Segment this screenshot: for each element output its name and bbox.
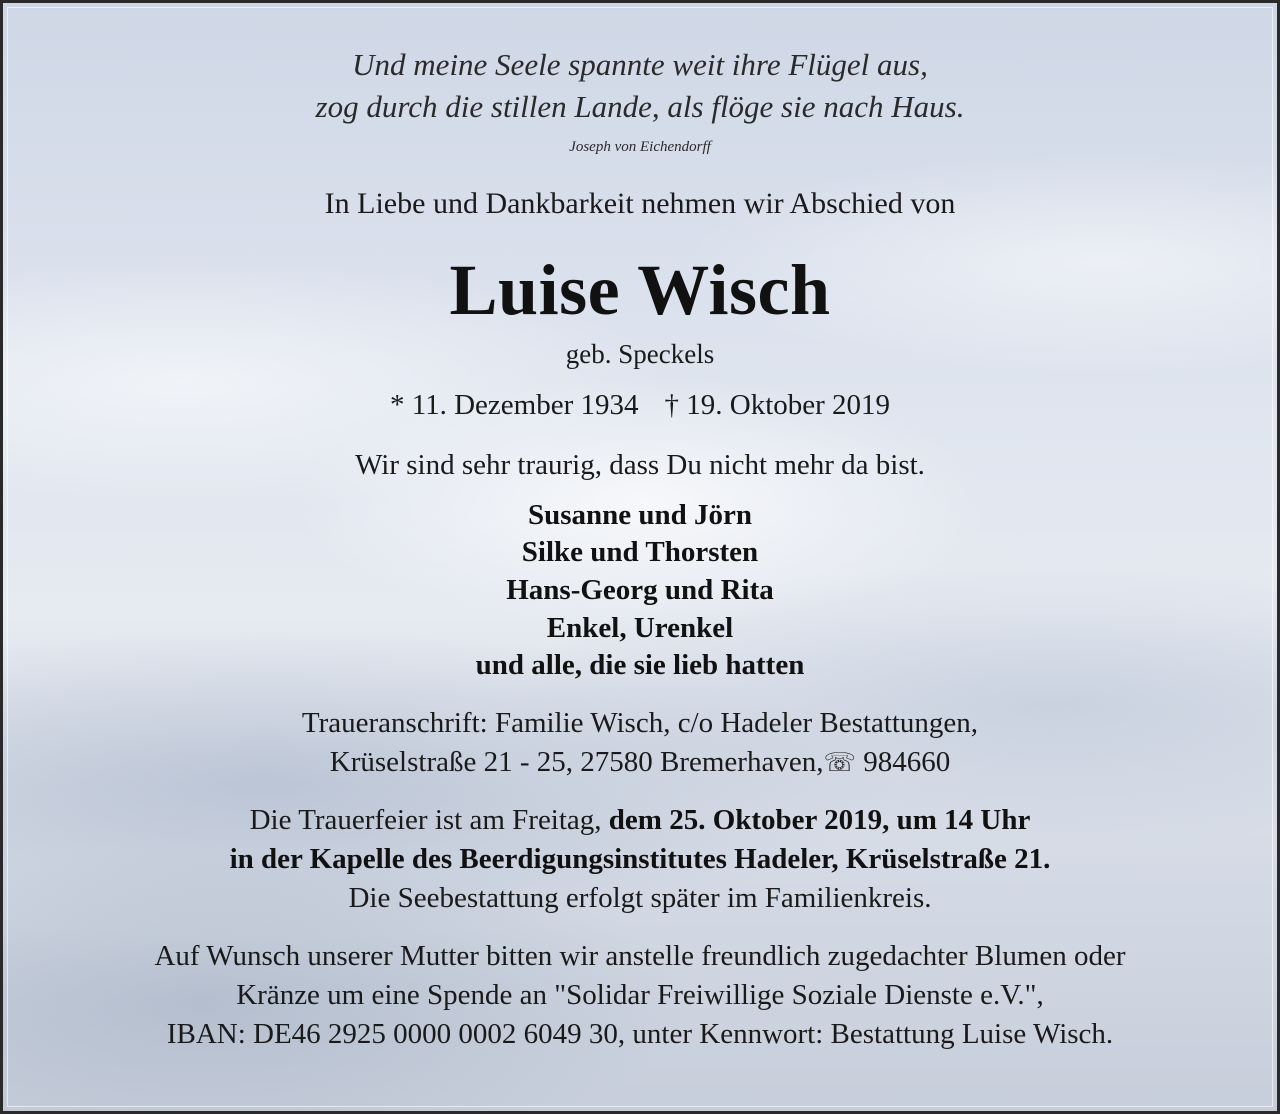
funeral-location: in der Kapelle des Beerdigungsinstitutes Hadeler, Krüselstraße 21. bbox=[229, 843, 1051, 875]
phone-number: 984660 bbox=[863, 746, 951, 778]
mourner-line: Enkel, Urenkel bbox=[546, 612, 734, 644]
funeral-line-1 bbox=[3, 804, 1277, 837]
address-line-1: Traueranschrift: Familie Wisch, c/o Hadeler Bestattungen, bbox=[301, 707, 979, 739]
funeral-date-time: dem 25. Oktober 2019, um 14 Uhr bbox=[608, 804, 1031, 836]
birth-name: geb. Speckels bbox=[565, 339, 715, 369]
donation-line-1: Auf Wunsch unserer Mutter bitten wir anstelle freundlich zugedachter Blumen oder bbox=[154, 940, 1126, 972]
telephone-icon: ☏ bbox=[823, 748, 856, 777]
birth-date: * 11. Dezember 1934 bbox=[389, 389, 639, 421]
deceased-name: Luise Wisch bbox=[449, 250, 831, 330]
sea-burial-note: Die Seebestattung erfolgt später im Familienkreis. bbox=[348, 882, 932, 914]
death-date: † 19. Oktober 2019 bbox=[664, 389, 891, 421]
intro-text: In Liebe und Dankbarkeit nehmen wir Abschied von bbox=[324, 187, 956, 220]
mourner-line: Hans-Georg und Rita bbox=[506, 574, 774, 606]
mourner-line: und alle, die sie lieb hatten bbox=[475, 649, 805, 681]
mourner-line: Susanne und Jörn bbox=[527, 499, 753, 531]
quote-line-1: Und meine Seele spannte weit ihre Flügel aus, bbox=[352, 47, 928, 82]
life-dates bbox=[3, 389, 1277, 422]
donation-line-2: Kränze um eine Spende an "Solidar Freiwillige Soziale Dienste e.V.", bbox=[236, 979, 1044, 1011]
farewell-line: Wir sind sehr traurig, dass Du nicht mehr da bist. bbox=[355, 449, 925, 481]
mourner-line: Silke und Thorsten bbox=[521, 536, 759, 568]
address-line-2 bbox=[3, 746, 1277, 779]
quote-line-2: zog durch die stillen Lande, als flöge sie nach Haus. bbox=[315, 89, 965, 124]
donation-line-3: IBAN: DE46 2925 0000 0002 6049 30, unter Kennwort: Bestattung Luise Wisch. bbox=[166, 1018, 1114, 1050]
funeral-day: Die Trauerfeier ist am Freitag, bbox=[249, 804, 609, 836]
address-street: Krüselstraße 21 - 25, 27580 Bremerhaven, bbox=[329, 746, 824, 778]
quote-author: Joseph von Eichendorff bbox=[569, 139, 711, 155]
